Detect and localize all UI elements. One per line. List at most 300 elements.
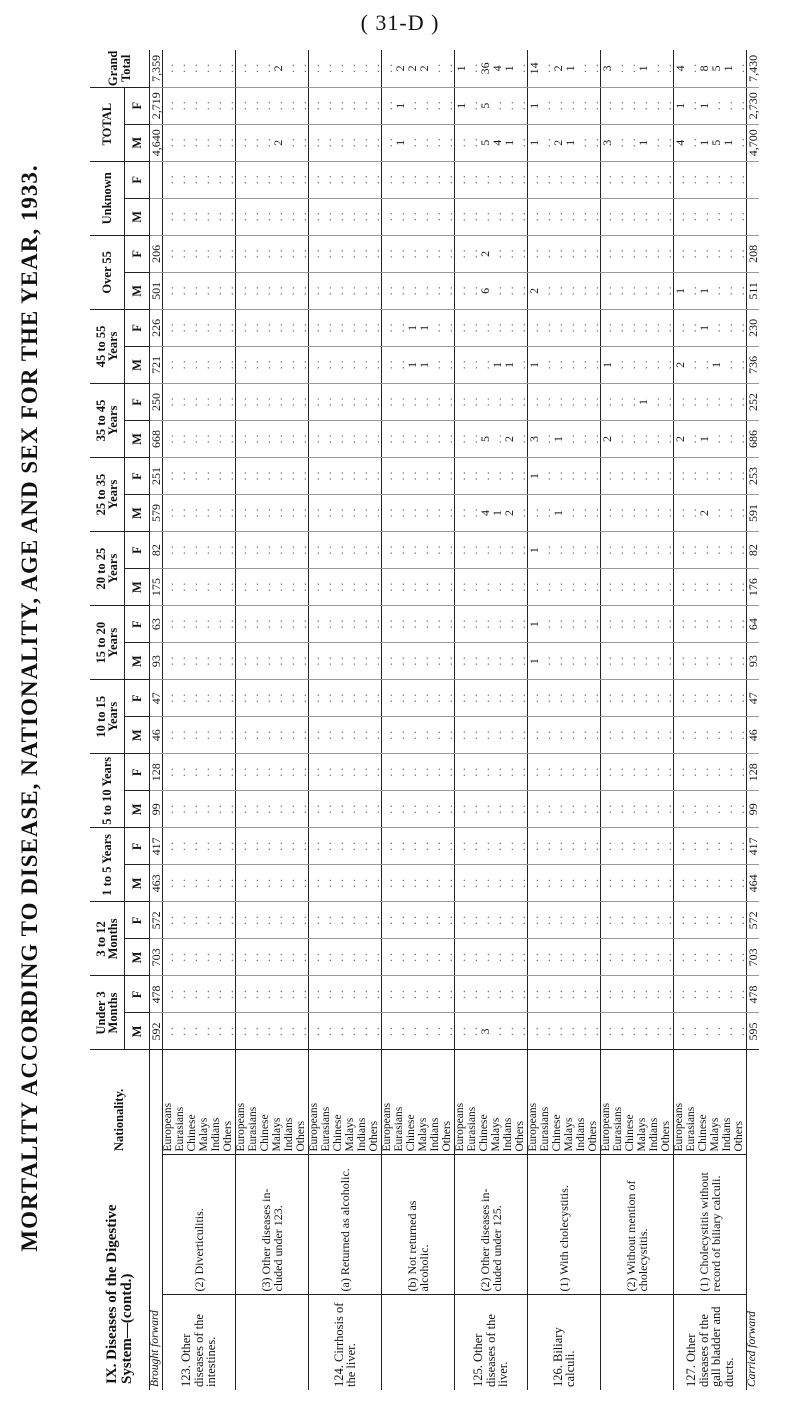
table-cell: . . <box>284 902 296 939</box>
table-cell: . . <box>369 161 382 198</box>
table-cell: . . <box>649 717 661 754</box>
table-cell: . . <box>686 124 698 161</box>
table-cell: . . <box>382 643 395 680</box>
table-cell: . . <box>345 458 357 495</box>
table-cell: . . <box>260 420 272 457</box>
table-cell: . . <box>540 495 552 532</box>
table-cell: . . <box>442 198 455 235</box>
table-cell: . . <box>515 495 528 532</box>
table-cell: . . <box>430 87 442 124</box>
table-cell: . . <box>394 791 406 828</box>
table-cell: . . <box>163 161 176 198</box>
table-cell: . . <box>296 791 309 828</box>
table-cell: . . <box>649 865 661 902</box>
table-cell: 5 <box>479 124 491 161</box>
table-cell: . . <box>394 346 406 383</box>
table-cell: . . <box>455 420 468 457</box>
carried-forward-value: 253 <box>747 458 760 495</box>
table-cell: . . <box>576 346 588 383</box>
table-cell: . . <box>296 717 309 754</box>
table-cell: . . <box>637 680 649 717</box>
sex-label: F <box>125 87 150 124</box>
table-cell: . . <box>491 569 503 606</box>
table-cell: . . <box>187 1013 199 1050</box>
table-cell: 1 <box>698 309 710 346</box>
nationality-label: Chinese <box>406 1050 418 1155</box>
table-cell: . . <box>284 643 296 680</box>
table-cell: 1 <box>601 346 614 383</box>
table-cell: . . <box>540 1013 552 1050</box>
table-cell: . . <box>734 198 747 235</box>
table-cell: . . <box>686 309 698 346</box>
brought-forward-value: 4,640 <box>150 124 163 161</box>
table-cell: . . <box>515 420 528 457</box>
table-cell: . . <box>175 606 187 643</box>
brought-forward-value: 592 <box>150 1013 163 1050</box>
nationality-label: Others <box>661 1050 674 1155</box>
table-cell: . . <box>382 309 395 346</box>
table-cell: . . <box>163 346 176 383</box>
table-cell: 1 <box>528 643 541 680</box>
table-cell: . . <box>309 717 322 754</box>
table-cell: . . <box>601 309 614 346</box>
table-cell: . . <box>552 717 564 754</box>
table-cell: . . <box>686 50 698 87</box>
table-cell: . . <box>284 532 296 569</box>
table-cell: . . <box>552 346 564 383</box>
table-cell: . . <box>503 458 515 495</box>
age-group-header: 15 to 20 Years <box>90 606 125 680</box>
table-cell: . . <box>357 791 369 828</box>
table-cell: . . <box>272 420 284 457</box>
table-cell: 4 <box>491 50 503 87</box>
table-cell: . . <box>601 791 614 828</box>
brought-forward-value: 47 <box>150 680 163 717</box>
table-cell: . . <box>163 606 176 643</box>
table-cell: . . <box>661 272 674 309</box>
table-cell: . . <box>625 198 637 235</box>
table-cell: . . <box>211 420 223 457</box>
table-cell: . . <box>649 1013 661 1050</box>
table-cell: . . <box>199 346 211 383</box>
table-cell: . . <box>236 87 249 124</box>
table-cell: . . <box>479 346 491 383</box>
table-cell: . . <box>722 420 734 457</box>
table-cell: . . <box>467 717 479 754</box>
table-cell: . . <box>552 828 564 865</box>
table-cell: . . <box>236 828 249 865</box>
carried-forward-value: 591 <box>747 495 760 532</box>
table-cell: . . <box>345 791 357 828</box>
table-cell: . . <box>333 680 345 717</box>
table-cell: . . <box>576 902 588 939</box>
table-cell: 3 <box>528 420 541 457</box>
table-cell: . . <box>588 272 601 309</box>
table-cell: . . <box>175 532 187 569</box>
table-cell: 1 <box>528 124 541 161</box>
table-cell: . . <box>686 717 698 754</box>
table-cell: . . <box>479 976 491 1013</box>
table-cell: . . <box>321 976 333 1013</box>
table-cell: . . <box>442 680 455 717</box>
table-cell: . . <box>175 1013 187 1050</box>
table-cell: . . <box>637 532 649 569</box>
table-cell: . . <box>625 939 637 976</box>
table-cell: . . <box>455 346 468 383</box>
table-cell: . . <box>223 346 236 383</box>
table-cell: . . <box>309 495 322 532</box>
table-cell: . . <box>674 939 687 976</box>
table-cell: 1 <box>491 495 503 532</box>
table-cell: . . <box>588 124 601 161</box>
table-cell: . . <box>357 495 369 532</box>
carried-forward-value: 4,700 <box>747 124 760 161</box>
table-cell: . . <box>637 828 649 865</box>
table-cell: . . <box>455 198 468 235</box>
nationality-header: Nationality. <box>90 1050 150 1155</box>
table-cell: . . <box>418 532 430 569</box>
table-cell: . . <box>382 458 395 495</box>
table-cell: . . <box>467 939 479 976</box>
table-cell: . . <box>698 383 710 420</box>
nationality-label: Eurasians <box>467 1050 479 1155</box>
table-cell: . . <box>540 235 552 272</box>
table-cell: . . <box>418 569 430 606</box>
table-cell: . . <box>686 569 698 606</box>
table-cell: . . <box>613 346 625 383</box>
table-cell: . . <box>418 235 430 272</box>
table-cell: . . <box>710 272 722 309</box>
table-cell: . . <box>503 902 515 939</box>
table-cell: . . <box>260 754 272 791</box>
table-cell: . . <box>309 383 322 420</box>
table-cell: . . <box>686 828 698 865</box>
table-cell: . . <box>369 791 382 828</box>
nationality-label: Europeans <box>674 1050 687 1155</box>
table-cell: . . <box>406 606 418 643</box>
table-cell: 2 <box>601 420 614 457</box>
table-cell: . . <box>260 309 272 346</box>
table-cell: . . <box>418 1013 430 1050</box>
table-cell: 1 <box>528 87 541 124</box>
table-cell: . . <box>637 198 649 235</box>
table-cell: . . <box>455 309 468 346</box>
table-cell: . . <box>260 791 272 828</box>
table-cell: . . <box>223 791 236 828</box>
brought-forward-value: 128 <box>150 754 163 791</box>
carried-forward-value: 572 <box>747 902 760 939</box>
table-cell: . . <box>406 87 418 124</box>
table-cell: . . <box>540 976 552 1013</box>
carried-forward-value: 93 <box>747 643 760 680</box>
carried-forward-value <box>747 198 760 235</box>
table-cell: . . <box>236 495 249 532</box>
table-cell: . . <box>211 754 223 791</box>
table-cell: . . <box>686 346 698 383</box>
table-cell: . . <box>309 976 322 1013</box>
table-cell: . . <box>321 309 333 346</box>
table-cell: . . <box>710 976 722 1013</box>
table-cell: . . <box>722 828 734 865</box>
table-cell: 5 <box>710 50 722 87</box>
table-cell: . . <box>442 1013 455 1050</box>
table-cell: . . <box>345 643 357 680</box>
section-title: IX. Diseases of the Digestive System—(contd.) <box>90 1155 150 1390</box>
table-cell: . . <box>175 383 187 420</box>
brought-forward-value: 206 <box>150 235 163 272</box>
table-cell: . . <box>199 569 211 606</box>
table-cell: . . <box>418 87 430 124</box>
carried-forward-value: 511 <box>747 272 760 309</box>
table-cell: 1 <box>698 124 710 161</box>
table-cell: . . <box>601 532 614 569</box>
table-cell: . . <box>564 235 576 272</box>
table-cell: . . <box>576 976 588 1013</box>
table-cell: . . <box>552 235 564 272</box>
table-cell: . . <box>722 680 734 717</box>
table-cell: . . <box>187 643 199 680</box>
table-cell: . . <box>236 198 249 235</box>
table-cell: . . <box>722 198 734 235</box>
table-cell: . . <box>321 235 333 272</box>
table-cell: . . <box>223 161 236 198</box>
table-cell: . . <box>467 309 479 346</box>
table-cell: . . <box>284 828 296 865</box>
table-cell: 4 <box>674 50 687 87</box>
table-cell: . . <box>236 309 249 346</box>
sex-label: F <box>125 458 150 495</box>
table-cell: . . <box>540 124 552 161</box>
table-cell: . . <box>333 643 345 680</box>
table-cell: . . <box>588 717 601 754</box>
brought-forward-value: 175 <box>150 569 163 606</box>
table-cell: . . <box>479 754 491 791</box>
table-cell: . . <box>163 680 176 717</box>
table-cell: . . <box>406 791 418 828</box>
brought-forward-value: 703 <box>150 939 163 976</box>
table-cell: . . <box>637 1013 649 1050</box>
table-cell: . . <box>382 124 395 161</box>
table-cell: . . <box>552 532 564 569</box>
table-cell: . . <box>309 198 322 235</box>
age-group-header: 5 to 10 Years <box>90 754 125 828</box>
nationality-label: Malays <box>710 1050 722 1155</box>
table-cell: . . <box>515 902 528 939</box>
table-cell: . . <box>637 309 649 346</box>
table-cell: . . <box>576 198 588 235</box>
table-cell: . . <box>467 420 479 457</box>
table-cell: . . <box>491 1013 503 1050</box>
table-cell: 1 <box>491 346 503 383</box>
table-cell: . . <box>491 606 503 643</box>
table-cell: . . <box>528 235 541 272</box>
table-cell: . . <box>625 569 637 606</box>
table-cell: . . <box>382 828 395 865</box>
table-cell: . . <box>722 272 734 309</box>
table-cell: . . <box>649 643 661 680</box>
table-cell: . . <box>187 383 199 420</box>
table-cell: . . <box>321 420 333 457</box>
table-cell: . . <box>199 309 211 346</box>
table-cell: . . <box>199 680 211 717</box>
table-cell: . . <box>734 902 747 939</box>
table-cell: . . <box>248 458 260 495</box>
table-cell: . . <box>467 50 479 87</box>
nationality-label: Others <box>296 1050 309 1155</box>
table-cell: . . <box>686 865 698 902</box>
table-cell: . . <box>369 939 382 976</box>
table-cell: . . <box>321 865 333 902</box>
table-cell: . . <box>564 495 576 532</box>
table-cell: . . <box>260 50 272 87</box>
table-cell: . . <box>333 346 345 383</box>
table-cell: . . <box>260 198 272 235</box>
table-cell: . . <box>588 383 601 420</box>
table-cell: . . <box>406 383 418 420</box>
table-cell: . . <box>491 717 503 754</box>
table-cell: . . <box>333 198 345 235</box>
table-cell: . . <box>284 50 296 87</box>
table-cell: . . <box>649 828 661 865</box>
nationality-label: Indians <box>284 1050 296 1155</box>
table-cell: . . <box>576 309 588 346</box>
table-cell: . . <box>722 865 734 902</box>
table-cell: . . <box>588 346 601 383</box>
table-cell: . . <box>284 198 296 235</box>
table-cell: . . <box>637 902 649 939</box>
age-group-header: Over 55 <box>90 235 125 309</box>
table-cell: . . <box>613 420 625 457</box>
table-cell: . . <box>455 1013 468 1050</box>
table-cell: . . <box>455 161 468 198</box>
cause-label: 127. Other diseases of the gall bladder and ducts. <box>674 1295 747 1390</box>
table-cell: . . <box>236 643 249 680</box>
table-cell: . . <box>442 50 455 87</box>
brought-forward-value <box>150 161 163 198</box>
nationality-label: Europeans <box>528 1050 541 1155</box>
table-cell: . . <box>467 791 479 828</box>
table-cell: . . <box>187 939 199 976</box>
table-cell: . . <box>430 1013 442 1050</box>
table-cell: . . <box>357 569 369 606</box>
table-cell: . . <box>187 791 199 828</box>
table-cell: . . <box>540 161 552 198</box>
table-cell: . . <box>528 828 541 865</box>
table-cell: . . <box>564 828 576 865</box>
table-cell: . . <box>382 865 395 902</box>
table-cell: . . <box>284 865 296 902</box>
table-cell: . . <box>722 939 734 976</box>
carried-forward-value: 208 <box>747 235 760 272</box>
nationality-label: Europeans <box>601 1050 614 1155</box>
table-cell: 1 <box>552 495 564 532</box>
subcause-label: (2) Diverticulitis. <box>163 1155 236 1295</box>
table-cell: . . <box>223 902 236 939</box>
table-cell: . . <box>588 532 601 569</box>
table-cell: . . <box>333 495 345 532</box>
table-cell: . . <box>309 272 322 309</box>
table-cell: . . <box>163 87 176 124</box>
table-cell: . . <box>442 976 455 1013</box>
table-cell: . . <box>722 161 734 198</box>
table-cell: . . <box>369 643 382 680</box>
nationality-label: Chinese <box>333 1050 345 1155</box>
table-cell: . . <box>613 458 625 495</box>
table-cell: 1 <box>528 606 541 643</box>
table-cell: . . <box>442 458 455 495</box>
table-cell: . . <box>406 458 418 495</box>
table-cell: 8 <box>698 50 710 87</box>
table-cell: . . <box>637 161 649 198</box>
table-cell: . . <box>357 309 369 346</box>
table-cell: . . <box>552 272 564 309</box>
table-cell: . . <box>309 791 322 828</box>
table-cell: . . <box>455 458 468 495</box>
table-cell: . . <box>467 902 479 939</box>
table-cell: . . <box>442 87 455 124</box>
table-cell: . . <box>734 865 747 902</box>
table-cell: . . <box>236 458 249 495</box>
table-cell: . . <box>418 754 430 791</box>
table-cell: . . <box>637 420 649 457</box>
table-cell: . . <box>272 383 284 420</box>
table-cell: . . <box>637 865 649 902</box>
table-cell: 2 <box>552 50 564 87</box>
table-cell: . . <box>211 680 223 717</box>
table-cell: . . <box>248 495 260 532</box>
table-cell: . . <box>430 235 442 272</box>
table-cell: . . <box>540 643 552 680</box>
table-cell: . . <box>442 383 455 420</box>
table-cell: . . <box>260 569 272 606</box>
table-cell: . . <box>722 458 734 495</box>
table-cell: . . <box>321 569 333 606</box>
table-cell: . . <box>321 1013 333 1050</box>
table-cell: . . <box>564 865 576 902</box>
table-cell: . . <box>467 1013 479 1050</box>
table-cell: . . <box>698 161 710 198</box>
table-cell: . . <box>698 902 710 939</box>
table-cell: . . <box>649 569 661 606</box>
table-cell: . . <box>528 383 541 420</box>
table-cell: 2 <box>552 124 564 161</box>
table-cell: . . <box>710 235 722 272</box>
table-cell: . . <box>199 383 211 420</box>
table-cell: . . <box>430 124 442 161</box>
brought-forward-value: 463 <box>150 865 163 902</box>
table-cell: . . <box>333 902 345 939</box>
table-cell: . . <box>661 680 674 717</box>
table-cell: . . <box>576 124 588 161</box>
table-cell: . . <box>345 1013 357 1050</box>
table-cell: . . <box>369 569 382 606</box>
table-cell: . . <box>674 235 687 272</box>
nationality-label: Others <box>442 1050 455 1155</box>
table-cell: . . <box>479 198 491 235</box>
table-cell: . . <box>734 532 747 569</box>
table-cell: . . <box>564 272 576 309</box>
table-cell: . . <box>515 643 528 680</box>
table-cell: . . <box>734 754 747 791</box>
table-cell: . . <box>625 865 637 902</box>
carried-forward-value: 703 <box>747 939 760 976</box>
table-cell: . . <box>163 791 176 828</box>
table-cell: . . <box>491 976 503 1013</box>
table-cell: . . <box>674 606 687 643</box>
table-cell: 2 <box>674 420 687 457</box>
table-cell: . . <box>649 680 661 717</box>
subcause-label: (b) Not returned as alcoholic. <box>382 1155 455 1295</box>
